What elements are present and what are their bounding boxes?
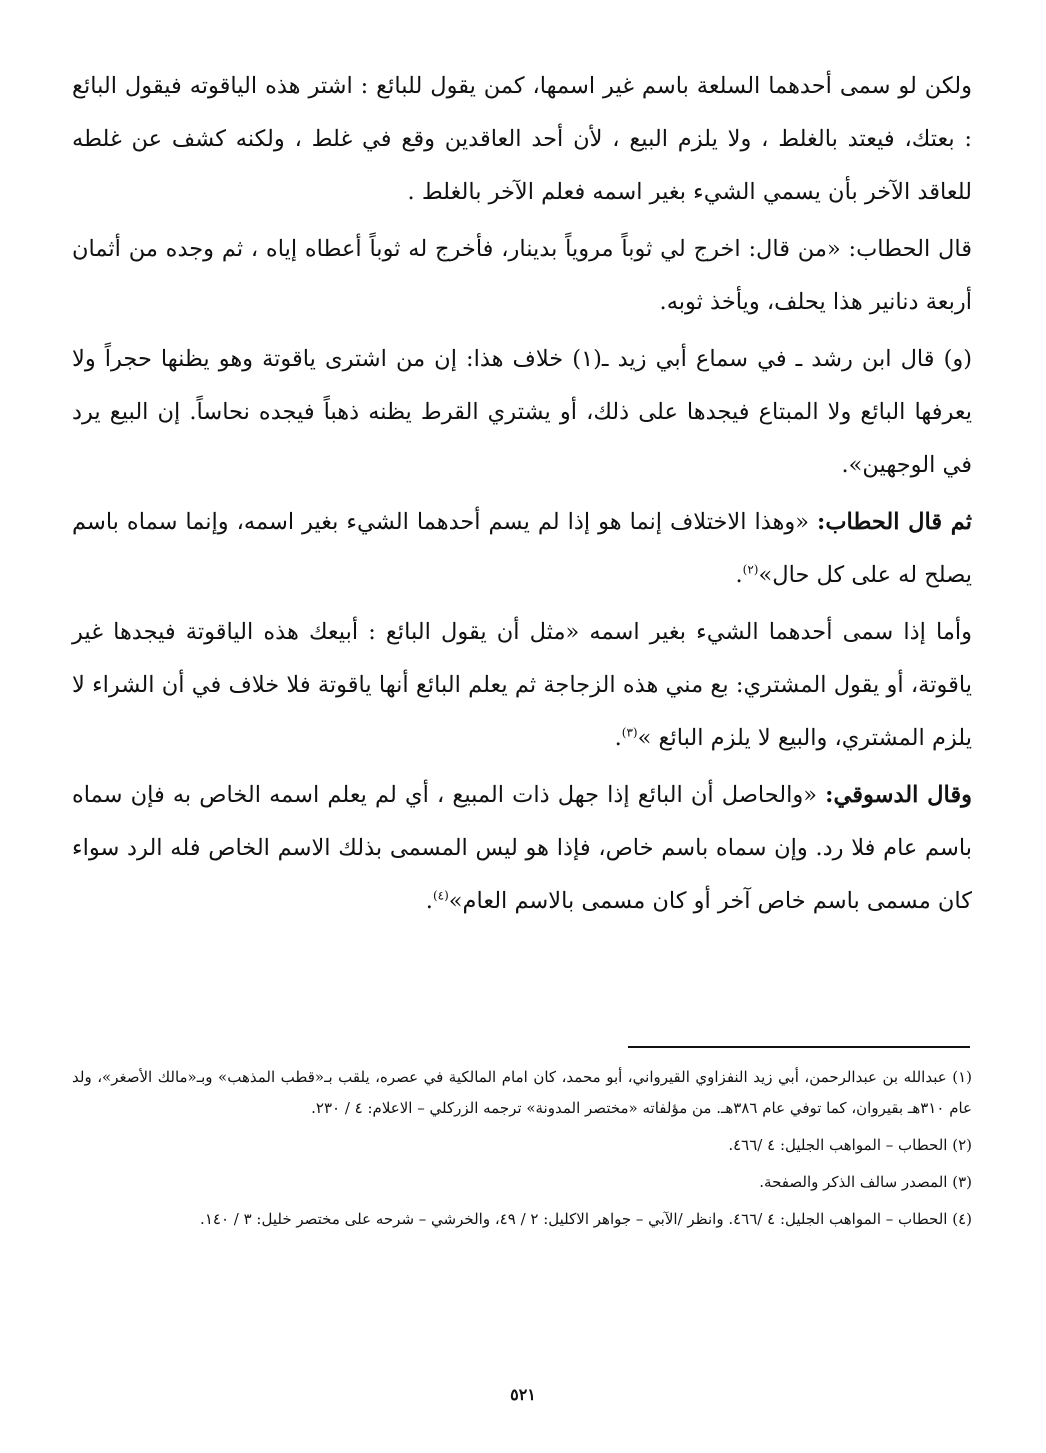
paragraph-text: «وهذا الاختلاف إنما هو إذا لم يسم أحدهما الشيء بغير اسمه، وإنما سماه باسم يصلح له على كل حال» bbox=[72, 509, 972, 588]
paragraph-tail: . bbox=[425, 888, 433, 914]
paragraph-1 bbox=[72, 60, 972, 219]
paragraph-4 bbox=[72, 496, 972, 602]
footnotes bbox=[72, 1062, 972, 1241]
paragraph-text: (و) قال ابن رشد ـ في سماع أبي زيد ـ(١) خلاف هذا: إن من اشترى ياقوتة وهو يظنها حجراً ولا يعرفها البائع ولا المبتاع فيجدها على ذلك، أو يشتري القرط يظنه ذهباً فيجده نحاساً. إن البيع يرد في الوجهين». bbox=[72, 346, 972, 478]
footnote-1: (١) عبدالله بن عبدالرحمن، أبي زيد النفزاوي القيرواني، أبو محمد، كان امام المالكية في عصره، يلقب بـ«قطب المذهب» وبـ«مالك الأصغر»، ولد عام ٣١٠هـ بقيروان، كما توفي عام ٣٨٦هـ. من مؤلفاته «مختصر المدونة» ترجمه الزركلي – الاعلام: ٤ / ٢٣٠. bbox=[72, 1068, 972, 1117]
main-text bbox=[72, 60, 972, 928]
paragraph-text: ولكن لو سمى أحدهما السلعة باسم غير اسمها، كمن يقول للبائع : اشتر هذه الياقوته فيقول البائع : بعتك، فيعتد بالغلط ، ولا يلزم البيع ، لأن أحد العاقدين وقع في غلط ، ولكنه كشف عن غلطه للعاقد الآخر بأن يسمي الشيء بغير اسمه فعلم الآخر بالغلط . bbox=[72, 73, 972, 205]
paragraph-6 bbox=[72, 769, 972, 928]
footnote-divider bbox=[628, 1046, 970, 1048]
footnote-ref: (٤) bbox=[432, 888, 449, 903]
paragraph-lead: ثم قال الحطاب: bbox=[817, 509, 973, 535]
paragraph-tail: . bbox=[614, 725, 622, 751]
paragraph-text: قال الحطاب: «من قال: اخرج لي ثوباً مروياً بدينار، فأخرج له ثوباً أعطاه إياه ، ثم وجده من أثمان أربعة دنانير هذا يحلف، ويأخذ ثوبه. bbox=[72, 236, 972, 315]
paragraph-text: «والحاصل أن البائع إذا جهل ذات المبيع ، أي لم يعلم اسمه الخاص به فإن سماه باسم عام فلا رد. وإن سماه باسم خاص، فإذا هو ليس المسمى بذلك الاسم الخاص فله الرد سواء كان مسمى باسم خاص آخر أو كان مسمى بالاسم العام» bbox=[72, 782, 972, 914]
footnote-ref: (٢) bbox=[742, 562, 759, 577]
paragraph-2 bbox=[72, 223, 972, 329]
footnote-ref: (٣) bbox=[621, 725, 638, 740]
footnote-3: (٣) المصدر سالف الذكر والصفحة. bbox=[759, 1173, 972, 1191]
paragraph-lead: وقال الدسوقي: bbox=[825, 782, 972, 808]
page-number: ٥٢١ bbox=[510, 1385, 536, 1404]
footnote-4: (٤) الحطاب – المواهب الجليل: ٤ /٤٦٦. وانظر /الآبي – جواهر الاكليل: ٢ / ٤٩، والخرشي – شرحه على مختصر خليل: ٣ / ١٤٠. bbox=[200, 1210, 972, 1228]
paragraph-text: وأما إذا سمى أحدهما الشيء بغير اسمه «مثل أن يقول البائع : أبيعك هذه الياقوتة فيجدها غير ياقوتة، أو يقول المشتري: بع مني هذه الزجاجة ثم يعلم البائع أنها ياقوتة فلا خلاف في أن الشراء لا يلزم المشتري، والبيع لا يلزم البائع » bbox=[72, 619, 972, 751]
paragraph-tail: . bbox=[735, 562, 743, 588]
paragraph-3 bbox=[72, 333, 972, 492]
footnote-2: (٢) الحطاب – المواهب الجليل: ٤ /٤٦٦. bbox=[728, 1136, 972, 1154]
paragraph-5 bbox=[72, 606, 972, 765]
